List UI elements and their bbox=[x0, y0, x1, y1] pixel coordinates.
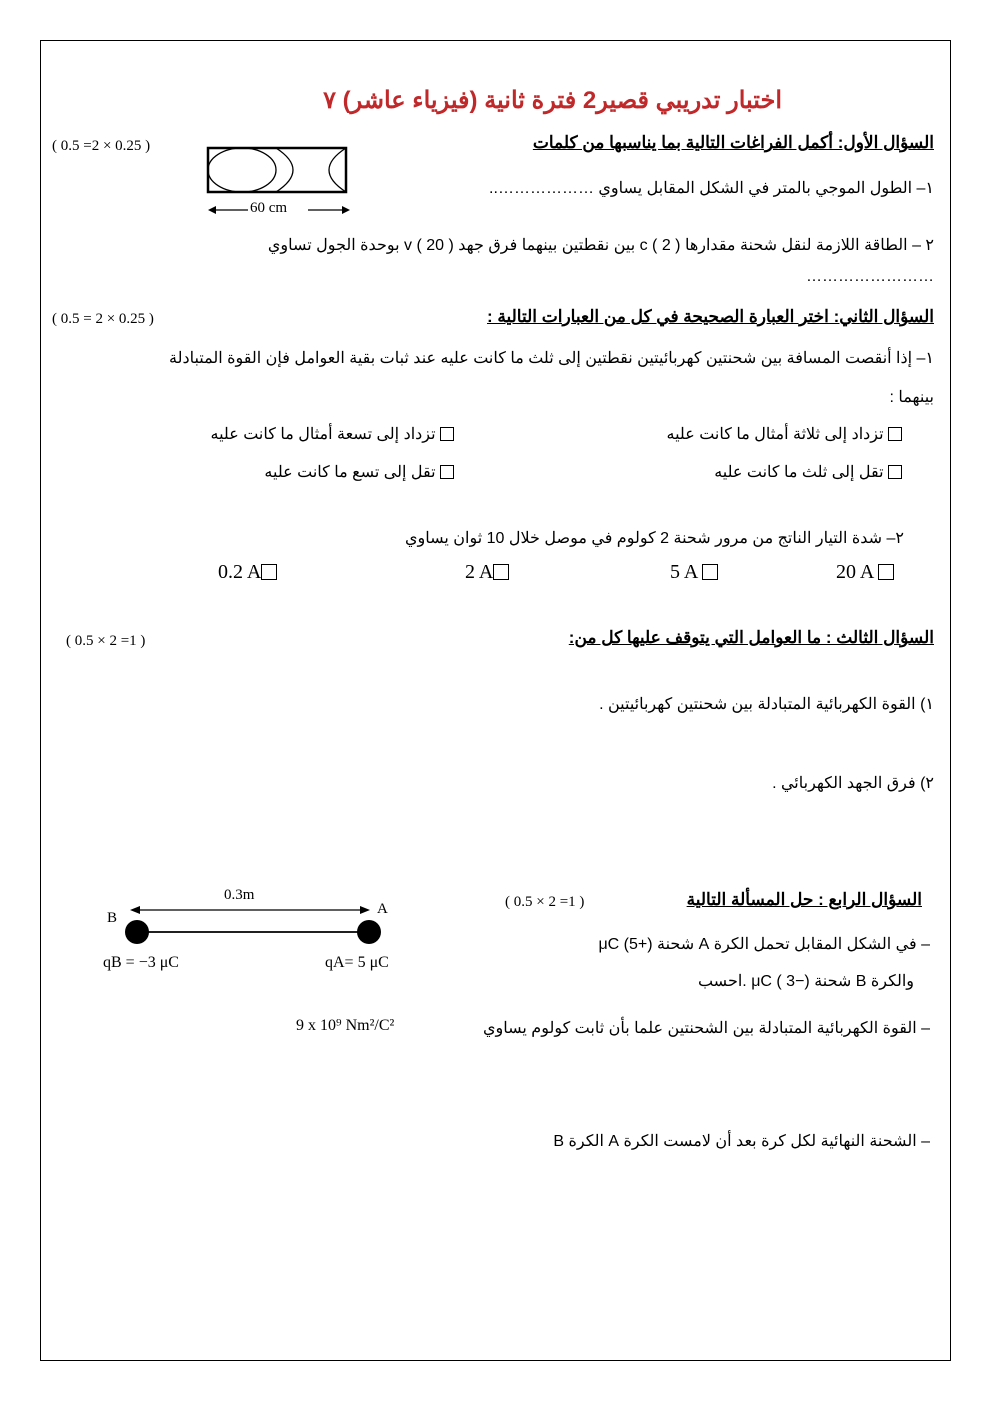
sphere-b-label: B bbox=[107, 910, 118, 926]
q1-item1: ١– الطول الموجي بالمتر في الشكل المقابل يساوي ……………….. bbox=[489, 180, 934, 197]
q3-item2: ٢) فرق الجهد الكهربائي . bbox=[772, 775, 934, 792]
charges-figure bbox=[120, 900, 390, 950]
q4-line3: – القوة الكهربائية المتبادلة بين الشحنتين علما بأن ثابت كولوم يساوي bbox=[482, 1020, 930, 1037]
q3-marks: ( 0.5 × 2 =1 ) bbox=[66, 633, 146, 649]
q1-item2-blank: …………………… bbox=[806, 268, 934, 285]
checkbox-icon[interactable] bbox=[702, 564, 718, 580]
q3-item1: ١) القوة الكهربائية المتبادلة بين شحنتين كهربائيتين . bbox=[599, 696, 934, 713]
q4-line2: والكرة B شحنة μC ( 3−) .احسب bbox=[697, 973, 914, 990]
q4-line1: – في الشكل المقابل تحمل الكرة A شحنة μC (5+) bbox=[598, 936, 930, 953]
checkbox-icon[interactable] bbox=[261, 564, 277, 580]
q2-item1-line2: بينهما : bbox=[889, 389, 934, 406]
checkbox-icon[interactable] bbox=[440, 427, 454, 441]
q2-current-option-d[interactable]: 0.2 A bbox=[218, 561, 277, 584]
q4-marks: ( 0.5 × 2 =1 ) bbox=[505, 894, 585, 910]
checkbox-icon[interactable] bbox=[888, 465, 902, 479]
q2-current-option-b[interactable]: 5 A bbox=[670, 561, 718, 584]
checkbox-icon[interactable] bbox=[878, 564, 894, 580]
checkbox-icon[interactable] bbox=[440, 465, 454, 479]
sphere-a-label: A bbox=[377, 901, 388, 917]
distance-label: 0.3m bbox=[224, 887, 255, 903]
q1-heading: السؤال الأول: أكمل الفراغات التالية بما يناسبها من كلمات bbox=[532, 133, 934, 152]
q2-current-option-c[interactable]: 2 A bbox=[465, 561, 509, 584]
q2-heading: السؤال الثاني: اختر العبارة الصحيحة في كل من العبارات التالية : bbox=[487, 307, 934, 326]
coulomb-constant: 9 x 10⁹ Nm²/C² bbox=[296, 1017, 395, 1034]
q2-current-option-a[interactable]: 20 A bbox=[836, 561, 894, 584]
q2-option-d[interactable]: تقل إلى تسع ما كانت عليه bbox=[264, 462, 454, 482]
page-title: اختبار تدريبي قصير2 فترة ثانية (فيزياء عاشر) ٧ bbox=[323, 87, 782, 114]
wave-length-label: 60 cm bbox=[250, 200, 288, 216]
q2-option-b[interactable]: تزداد إلى تسعة أمثال ما كانت عليه bbox=[211, 424, 454, 444]
charge-b-label: qB = −3 μC bbox=[103, 954, 179, 971]
q1-item2: ٢ – الطاقة اللازمة لنقل شحنة مقدارها c ( 2 ) بين نقطتين بينهما فرق جهد v ( 20 ) بوحدة الجول تساوي bbox=[267, 237, 934, 254]
checkbox-icon[interactable] bbox=[493, 564, 509, 580]
q2-option-a[interactable]: تزداد إلى ثلاثة أمثال ما كانت عليه bbox=[667, 424, 902, 444]
q2-item2: ٢– شدة التيار الناتج من مرور شحنة 2 كولوم في موصل خلال 10 ثوان يساوي bbox=[404, 530, 904, 547]
q2-item1-line1: ١– إذا أنقصت المسافة بين شحنتين كهربائيتين نقطتين إلى ثلث ما كانت عليه عند ثبات بقية العوامل فإن القوة المتبادلة bbox=[169, 350, 934, 367]
charge-a-label: qA= 5 μC bbox=[325, 954, 389, 971]
q3-heading: السؤال الثالث : ما العوامل التي يتوقف عليها كل من: bbox=[568, 628, 934, 647]
sphere-b bbox=[125, 920, 149, 944]
q1-marks: ( 0.5 =2 × 0.25 ) bbox=[52, 138, 151, 154]
checkbox-icon[interactable] bbox=[888, 427, 902, 441]
q4-line4: – الشحنة النهائية لكل كرة بعد أن لامست الكرة A الكرة B bbox=[553, 1133, 930, 1150]
sphere-a bbox=[357, 920, 381, 944]
q2-marks: ( 0.5 = 2 × 0.25 ) bbox=[52, 311, 154, 327]
q2-option-c[interactable]: تقل إلى ثلث ما كانت عليه bbox=[714, 462, 902, 482]
q4-heading: السؤال الرابع : حل المسألة التالية bbox=[686, 890, 922, 909]
